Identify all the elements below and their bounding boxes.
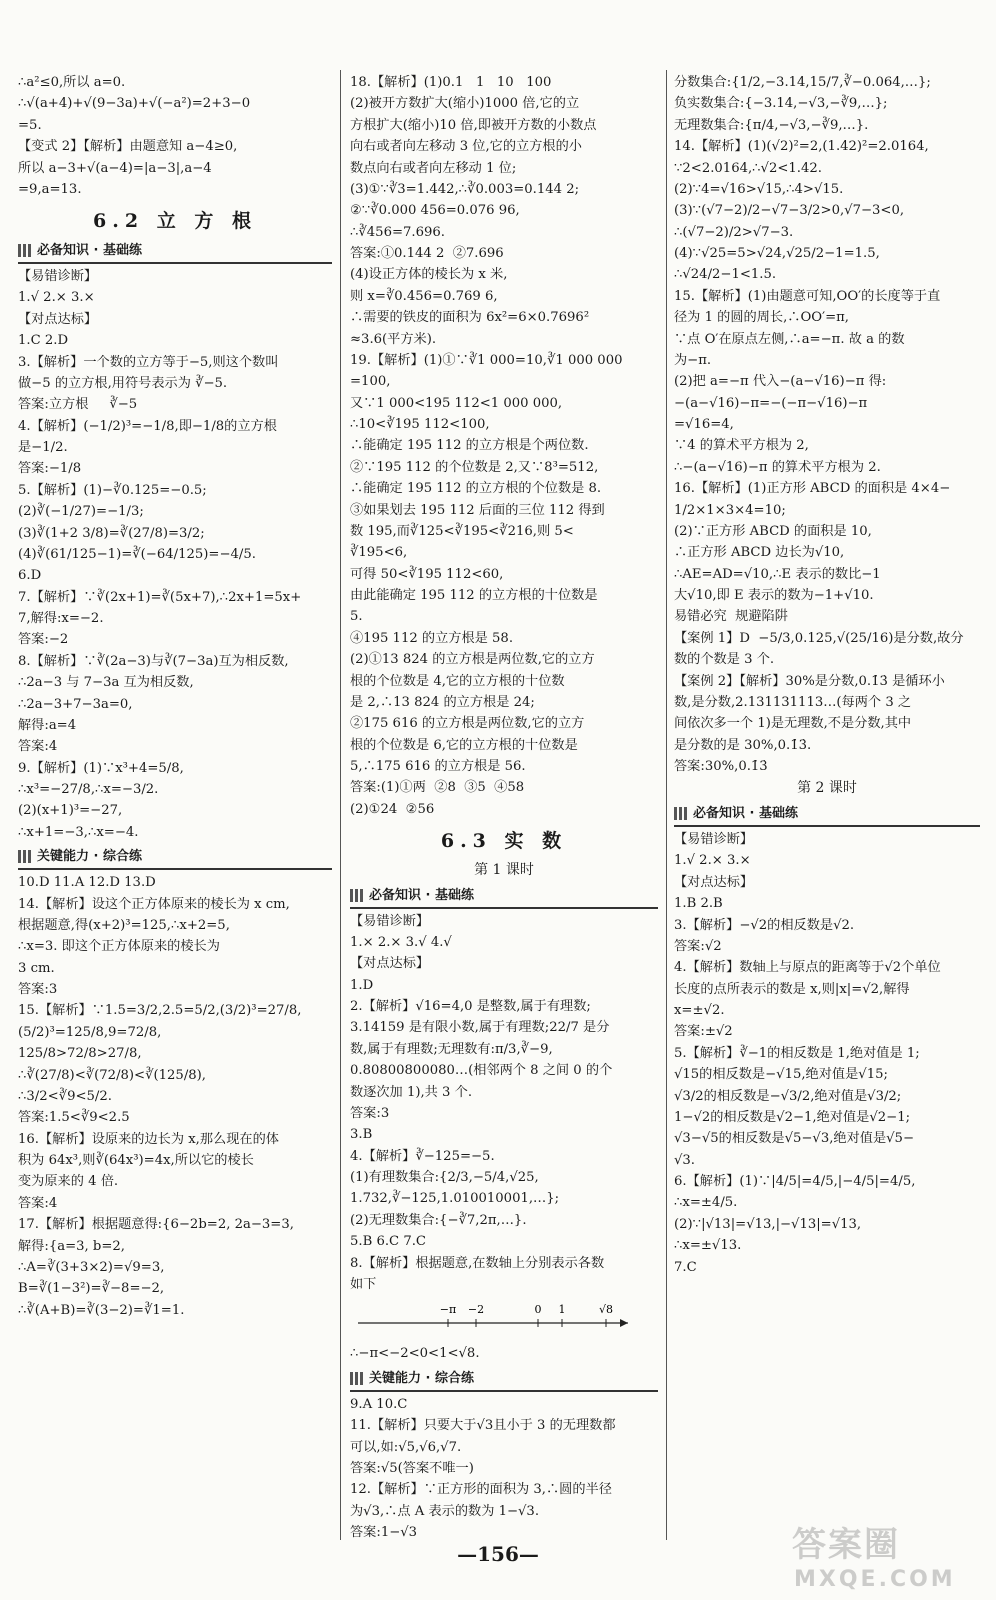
answer-line: 答案:1.5<∛9<2.5	[18, 1110, 130, 1126]
answer-line: 7.C	[674, 1259, 697, 1275]
answer-line: ∴2a−3+7−3a=0,	[18, 696, 133, 712]
answer-line: 方根扩大(缩小)10 倍,即被开方数的小数点	[350, 117, 597, 133]
answer-line: (4)∵√25=5>√24,√25/2−1=1.5,	[674, 246, 880, 261]
watermark-url: MXQE.COM	[794, 1567, 956, 1592]
answer-line: 数逐次加 1),共 3 个.	[350, 1084, 473, 1100]
answer-line: ∵4 的算术平方根为 2,	[674, 438, 809, 454]
answer-line: x=±√2.	[674, 1003, 725, 1019]
answer-line: 11.【解析】只要大于√3且小于 3 的无理数都	[350, 1418, 616, 1434]
answer-line: 5,∴175 616 的立方根是 56.	[350, 759, 526, 774]
section-banner	[674, 803, 980, 827]
answer-line: 答案:30%,0.1̇3̇	[674, 759, 768, 774]
answer-line: 1.D	[350, 977, 374, 993]
answer-line: 5.B 6.C 7.C	[350, 1234, 427, 1250]
answer-line: ∴需要的铁皮的面积为 6x²=6×0.7696²	[350, 310, 590, 326]
lesson-title: 第 1 课时	[474, 861, 534, 878]
answer-line: ∴(√7−2)/2>√7−3.	[674, 224, 794, 240]
answer-line: =5.	[18, 117, 42, 133]
answer-line: 9.A 10.C	[350, 1396, 408, 1412]
answer-line: 【易错诊断】	[18, 269, 98, 285]
answer-line: 数的个数是 3 个.	[674, 652, 775, 668]
answer-line: ∴A=∛(3+3×2)=√9=3,	[18, 1259, 165, 1275]
answer-line: −(a−√16)−π=−(−π−√16)−π	[674, 395, 868, 411]
answer-line: 是−1/2.	[18, 440, 68, 456]
answer-line: (2)无理数集合:{−∛7,2π,…}.	[350, 1212, 527, 1228]
answer-line: 径为 1 的圆的周长,∴OO′=π,	[674, 310, 849, 326]
answer-line: 答案:−2	[18, 632, 69, 648]
column-right	[670, 72, 984, 1540]
banner-bars-icon	[350, 1372, 363, 1385]
answer-line: 【对点达标】	[18, 311, 98, 327]
banner-label: 必备知识 · 基础练	[693, 806, 798, 822]
answer-line: (2)被开方数扩大(缩小)1000 倍,它的立	[350, 96, 580, 112]
answer-line: ∴x=±√13.	[674, 1238, 742, 1254]
answer-line: B=∛(1−3²)=∛−8=−2,	[18, 1281, 165, 1297]
answer-line: 7.【解析】∵∛(2x+1)=∛(5x+7),∴2x+1=5x+	[18, 589, 302, 605]
answer-line: =9,a=13.	[18, 181, 82, 197]
answer-line: 5.	[350, 609, 363, 625]
answer-line: (1)有理数集合:{2/3,−5/4,√25,	[350, 1170, 539, 1186]
banner-bars-icon	[18, 850, 31, 863]
answer-line: 7,解得:x=−2.	[18, 611, 104, 627]
answer-line: 答案:(1)①两 ②8 ③5 ④58	[350, 780, 525, 796]
answer-line: ∵2<2.0164,∴√2<1.42.	[674, 160, 822, 176]
answer-line: =100,	[350, 374, 391, 390]
answer-line: ②∵195 112 的个位数是 2,又∵8³=512,	[350, 459, 599, 475]
answer-line: 3.B	[350, 1127, 373, 1143]
answer-line: 答案:立方根 ∛−5	[18, 397, 138, 413]
answer-line: ∴2a−3 与 7−3a 互为相反数,	[18, 675, 194, 691]
answer-line: 答案:3	[18, 982, 58, 998]
answer-line: (2)∛(−1/27)=−1/3;	[18, 504, 144, 520]
answer-line: 1−√2的相反数是√2−1,绝对值是√2−1;	[674, 1109, 911, 1125]
number-line-label: 0	[534, 1303, 542, 1317]
answer-line: √3/2的相反数是−√3/2,绝对值是√3/2;	[674, 1088, 902, 1104]
answer-line: 14.【解析】设这个正方体原来的棱长为 x cm,	[18, 896, 290, 912]
banner-bars-icon	[18, 244, 31, 257]
answer-line: 易错必究 规避陷阱	[674, 609, 788, 625]
number-line-diagram	[350, 1297, 640, 1339]
answer-line: ∴√24/2−1<1.5.	[674, 267, 777, 283]
answer-line: (2)①24 ②56	[350, 801, 435, 817]
answer-line: (3)①∵∛3=1.442,∴∛0.003=0.144 2;	[350, 181, 580, 197]
answer-line: ∴能确定 195 112 的立方根是个两位数.	[350, 438, 589, 454]
answer-line: 【案例 1】D −5/3,0.125,√(25/16)是分数,故分	[674, 630, 964, 646]
answer-line: 1.× 2.× 3.√ 4.√	[350, 934, 452, 950]
answer-line: ∴a²≤0,所以 a=0.	[18, 75, 126, 90]
answer-line: 分数集合:{1/2,−3.14,15/7,∛−0.064,…};	[674, 75, 931, 90]
answer-line: 则 x=∛0.456=0.769 6,	[350, 288, 498, 304]
answer-line: √3−√5的相反数是√5−√3,绝对值是√5−	[674, 1131, 914, 1147]
answer-line: 间依次多一个 1)是无理数,不是分数,其中	[674, 716, 912, 732]
answer-line: 19.【解析】(1)①∵∛1 000=10,∛1 000 000	[350, 352, 623, 368]
answer-line: (2)把 a=−π 代入−(a−√16)−π 得:	[674, 374, 887, 390]
answer-line: ∴正方形 ABCD 边长为√10,	[674, 545, 845, 561]
answer-line: 积为 64x³,则∛(64x³)=4x,所以它的棱长	[18, 1153, 254, 1169]
answer-line: 变为原来的 4 倍.	[18, 1174, 119, 1190]
answer-line: 4.【解析】数轴上与原点的距离等于√2个单位	[674, 960, 941, 976]
answer-line: 1.B 2.B	[674, 896, 723, 912]
answer-line: 6.【解析】(1)∵|4/5|=4/5,|−4/5|=4/5,	[674, 1174, 916, 1190]
section-banner	[350, 1368, 658, 1392]
answer-line: ≈3.6(平方米).	[350, 331, 437, 347]
answer-line: 【对点达标】	[350, 956, 430, 972]
answer-line: 无理数集合:{π/4,−√3,−∛9,…}.	[674, 117, 869, 133]
column-divider	[666, 70, 667, 1540]
answer-line: ∴能确定 195 112 的立方根的个位数是 8.	[350, 481, 602, 497]
answer-line: 为−π.	[674, 352, 712, 368]
answer-line: 15.【解析】∵1.5=3/2,2.5=5/2,(3/2)³=27/8,	[18, 1003, 302, 1019]
section-banner	[18, 240, 332, 264]
section-banner	[18, 846, 332, 870]
watermark-text: 答案圈	[792, 1525, 900, 1565]
section-title: 6.2 立 方 根	[93, 210, 257, 233]
answer-line: 大√10,即 E 表示的数为−1+√10.	[674, 588, 874, 603]
answer-line: (4)设正方体的棱长为 x 米,	[350, 267, 508, 283]
answer-line: ∴−(a−√16)−π 的算术平方根为 2.	[674, 459, 881, 475]
answer-line: 5.【解析】∛−1的相反数是 1,绝对值是 1;	[674, 1045, 920, 1061]
answer-line: 长度的点所表示的数是 x,则|x|=√2,解得	[674, 981, 910, 997]
answer-line: ∴10<∛195 112<100,	[350, 417, 490, 432]
answer-line: 1.732,∛−125,1.010010001,…};	[350, 1191, 560, 1207]
answer-line: 3.【解析】一个数的立方等于−5,则这个数叫	[18, 354, 279, 370]
answer-line: 12.【解析】∵正方形的面积为 3,∴圆的半径	[350, 1482, 612, 1498]
answer-line: 【易错诊断】	[674, 832, 754, 848]
lesson-title: 第 2 课时	[797, 780, 857, 797]
banner-label: 必备知识 · 基础练	[369, 887, 474, 903]
banner-label: 关键能力 · 综合练	[37, 849, 142, 865]
answer-line: 可以,如:√5,√6,√7.	[350, 1439, 462, 1455]
answer-line: 解得:a=4	[18, 717, 77, 733]
answer-line: 15.【解析】(1)由题意可知,OO′的长度等于直	[674, 288, 941, 304]
page-number: —156—	[457, 1541, 539, 1566]
answer-line: 又∵1 000<195 112<1 000 000,	[350, 395, 563, 411]
answer-line: 0.80800800080…(相邻两个 8 之间 0 的个	[350, 1063, 613, 1079]
answer-line: 答案:±√2	[674, 1024, 733, 1040]
answer-line: 【易错诊断】	[350, 913, 430, 929]
answer-line: 17.【解析】根据题意得:{6−2b=2, 2a−3=3,	[18, 1217, 294, 1233]
banner-bars-icon	[674, 807, 687, 820]
answer-line: 1/2×1×3×4=10;	[674, 502, 786, 518]
answer-line: 是分数的是 30%,0.1̇3̇.	[674, 737, 812, 753]
answer-line: 可得 50<∛195 112<60,	[350, 566, 504, 582]
answer-line: 1.√ 2.× 3.×	[674, 853, 751, 869]
answer-line: 根的个位数是 4,它的立方根的十位数	[350, 673, 565, 689]
answer-line: 18.【解析】(1)0.1 1 10 100	[350, 75, 552, 90]
answer-line: 所以 a−3+√(a−4)=|a−3|,a−4	[18, 160, 212, 176]
answer-line: ∵点 O′在原点左侧,∴a=−π. 故 a 的数	[674, 331, 905, 347]
answer-line: 向右或者向左移动 3 位,它的立方根的小	[350, 139, 582, 155]
column-left	[14, 72, 336, 1540]
answer-line: ②175 616 的立方根是两位数,它的立方	[350, 716, 585, 732]
banner-bars-icon	[350, 889, 363, 902]
number-line-label: −π	[439, 1303, 457, 1317]
answer-line: 8.【解析】根据题意,在数轴上分别表示各数	[350, 1255, 605, 1271]
answer-line: 16.【解析】设原来的边长为 x,那么现在的体	[18, 1131, 279, 1147]
answer-line: 14.【解析】(1)(√2)²=2,(1.42)²=2.0164,	[674, 139, 929, 155]
answer-line: 9.【解析】(1)∵x³+4=5/8,	[18, 760, 184, 776]
answer-line: 如下	[350, 1276, 377, 1292]
answer-line: 数点向右或者向左移动 1 位;	[350, 160, 517, 176]
answer-line: =√16=4,	[674, 417, 734, 432]
answer-line: ∴3/2<∛9<5/2.	[18, 1088, 112, 1104]
banner-label: 关键能力 · 综合练	[369, 1370, 474, 1386]
answer-line: 4.【解析】∛−125=−5.	[350, 1148, 495, 1164]
answer-line: 答案:4	[18, 1195, 58, 1211]
answer-line: 负实数集合:{−3.14,−√3,−∛9,…};	[674, 96, 888, 112]
answer-line: (2)∵正方形 ABCD 的面积是 10,	[674, 523, 872, 539]
banner-label: 必备知识 · 基础练	[37, 243, 142, 259]
answer-line: √15的相反数是−√15,绝对值是√15;	[674, 1067, 888, 1083]
answer-line: 8.【解析】∵∛(2a−3)与∛(7−3a)互为相反数,	[18, 653, 289, 669]
section-banner	[350, 885, 658, 909]
answer-line: 答案:4	[18, 739, 58, 755]
answer-line: (2)(x+1)³=−27,	[18, 803, 123, 819]
answer-line: 数,是分数,2.131131113…(每两个 3 之	[674, 694, 912, 710]
answer-line: 【对点达标】	[674, 874, 754, 890]
answer-line: (2)∵4=√16>√15,∴4>√15.	[674, 181, 844, 197]
answer-line: (3)∵(√7−2)/2−√7−3/2>0,√7−3<0,	[674, 203, 905, 219]
answer-line: 6.D	[18, 568, 42, 584]
answer-line: 解得:{a=3, b=2,	[18, 1238, 125, 1254]
answer-line: 做−5 的立方根,用符号表示为 ∛−5.	[18, 375, 228, 391]
answer-line: 5.【解析】(1)−∛0.125=−0.5;	[18, 482, 207, 498]
answer-line: 答案:①0.144 2 ②7.696	[350, 246, 504, 261]
answer-line: 4.【解析】(−1/2)³=−1/8,即−1/8的立方根	[18, 418, 277, 434]
answer-line: 1.√ 2.× 3.×	[18, 290, 95, 306]
answer-line: ④195 112 的立方根是 58.	[350, 630, 514, 646]
answer-line: 答案:−1/8	[18, 461, 82, 477]
answer-line: 答案:√2	[674, 938, 722, 954]
answer-line: ∛195<6,	[350, 545, 408, 561]
answer-line: ∴x+1=−3,∴x=−4.	[18, 824, 139, 840]
answer-line: 由此能确定 195 112 的立方根的十位数是	[350, 588, 598, 603]
answer-line: (5/2)³=125/8,9=72/8,	[18, 1024, 162, 1040]
watermark-logo	[784, 1514, 974, 1594]
answer-line: 3.14159 是有限小数,属于有理数;22/7 是分	[350, 1020, 610, 1036]
number-line-label: −2	[467, 1303, 485, 1317]
answer-line: 16.【解析】(1)正方形 ABCD 的面积是 4×4−	[674, 481, 951, 497]
answer-line: 2.【解析】√16=4,0 是整数,属于有理数;	[350, 999, 591, 1015]
answer-line: 125/8>72/8>27/8,	[18, 1046, 142, 1062]
answer-line: 10.D 11.A 12.D 13.D	[18, 875, 156, 891]
answer-line: 1.C 2.D	[18, 333, 69, 349]
answer-line: (3)∛(1+2 3/8)=∛(27/8)=3/2;	[18, 525, 205, 541]
answer-line: ∴√(a+4)+√(9−3a)+√(−a²)=2+3−0	[18, 96, 251, 112]
section-title: 6.3 实 数	[440, 830, 568, 853]
answer-line: 3.【解析】−√2的相反数是√2.	[674, 917, 855, 933]
number-line-label: 1	[558, 1303, 566, 1317]
answer-line: 为√3,∴点 A 表示的数为 1−√3.	[350, 1503, 540, 1519]
number-line-label: √8	[598, 1303, 614, 1317]
answer-line: ∴x=3. 即这个正方体原来的棱长为	[18, 939, 220, 955]
answer-line: 根的个位数是 6,它的立方根的十位数是	[350, 737, 578, 753]
answer-line: 答案:√5(答案不唯一)	[350, 1460, 474, 1476]
column-middle	[346, 72, 662, 1540]
answer-line: (2)∵|√13|=√13,|−√13|=√13,	[674, 1216, 862, 1232]
answer-line: (2)①13 824 的立方根是两位数,它的立方	[350, 652, 595, 668]
answer-line: ∴x³=−27/8,∴x=−3/2.	[18, 782, 159, 798]
answer-line: ③如果划去 195 112 后面的三位 112 得到	[350, 502, 605, 518]
answer-line: 根据题意,得(x+2)³=125,∴x+2=5,	[18, 917, 230, 933]
answer-line: √3.	[674, 1152, 695, 1168]
answer-line: 数 195,而∛125<∛195<∛216,则 5<	[350, 523, 574, 539]
answer-line: 数,属于有理数;无理数有:π/3,∛−9,	[350, 1041, 553, 1057]
answer-line: 3 cm.	[18, 960, 55, 976]
answer-line: 【变式 2】【解析】由题意知 a−4≥0,	[18, 139, 238, 155]
answer-line: ∴∛456=7.696.	[350, 224, 445, 240]
answer-line: ∴∛(A+B)=∛(3−2)=∛1=1.	[18, 1302, 185, 1318]
answer-line: 答案:1−√3	[350, 1525, 418, 1540]
column-divider	[340, 70, 341, 1540]
answer-line: ∴x=±4/5.	[674, 1195, 738, 1211]
answer-line: ∴−π<−2<0<1<√8.	[350, 1346, 480, 1362]
answer-line: ∴AE=AD=√10,∴E 表示的数比−1	[674, 566, 881, 582]
answer-line: ②∵∛0.000 456=0.076 96,	[350, 203, 520, 219]
answer-line: 答案:3	[350, 1105, 390, 1121]
number-line-arrow	[620, 1319, 628, 1327]
answer-line: 是 2,∴13 824 的立方根是 24;	[350, 694, 535, 710]
answer-line: ∴∛(27/8)<∛(72/8)<∛(125/8),	[18, 1067, 206, 1083]
answer-line: (4)∛(61/125−1)=∛(−64/125)=−4/5.	[18, 546, 256, 562]
answer-line: 【案例 2】【解析】30%是分数,0.1̇3̇ 是循环小	[674, 673, 945, 689]
